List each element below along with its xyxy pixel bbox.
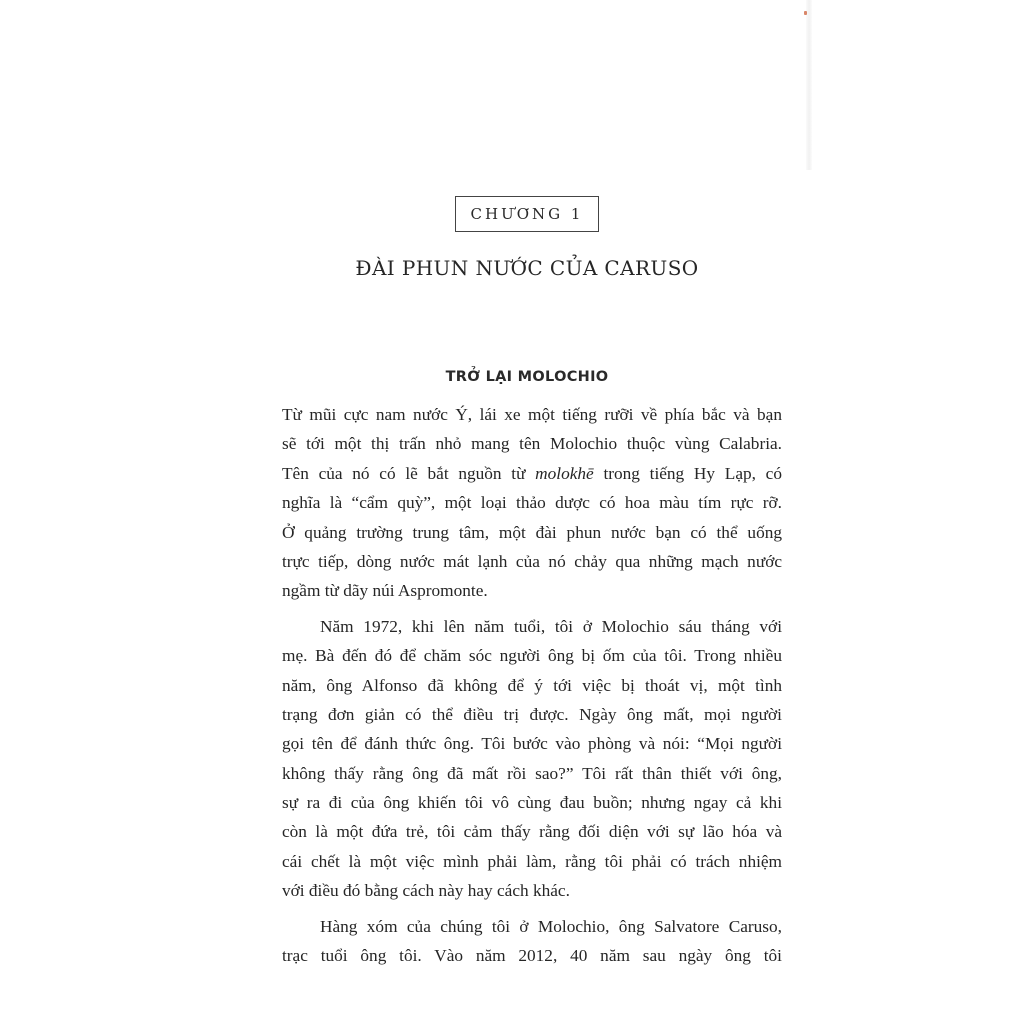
chapter-label: CHƯƠNG 1 [455, 196, 599, 232]
chapter-title: ĐÀI PHUN NƯỚC CỦA CARUSO [355, 256, 699, 280]
section-heading: TRỞ LẠI MOLOCHIO [445, 369, 609, 385]
text-line: ngầm từ dãy núi Aspromonte. [282, 581, 488, 601]
text-line: Từ mũi cực nam nước Ý, lái xe một tiếng rưỡi về phía bắc và bạn [282, 405, 782, 424]
italic-term: molokhē [535, 463, 594, 483]
paragraph [282, 912, 782, 971]
text-line: Năm 1972, khi lên năm tuổi, tôi ở Molochio sáu tháng với [320, 616, 782, 636]
paragraph [282, 612, 782, 906]
text-line: cái chết là một việc mình phải làm, rằng tôi phải có trách nhiệm [282, 851, 782, 871]
text-line: mẹ. Bà đến đó để chăm sóc người ông bị ốm của tôi. Trong nhiều [282, 646, 782, 666]
text-line: trạng đơn giản có thể điều trị được. Ngày ông mất, mọi người [282, 704, 782, 724]
body-text [282, 400, 782, 970]
text-line: trực tiếp, dòng nước mát lạnh của nó chảy qua những mạch nước [282, 551, 782, 571]
text-line: với điều đó bằng cách này hay cách khác. [282, 881, 570, 901]
text-line: trạc tuổi ông tôi. Vào năm 2012, 40 năm sau ngày ông tôi [282, 946, 782, 966]
text-line: năm, ông Alfonso đã không để ý tới việc bị thoát vị, một tình [282, 675, 782, 695]
text-line: gọi tên để đánh thức ông. Tôi bước vào phòng và nói: “Mọi người [282, 734, 782, 754]
text-line: sẽ tới một thị trấn nhỏ mang tên Molochio thuộc vùng Calabria. [282, 434, 782, 454]
text-line: không thấy rằng ông đã mất rồi sao?” Tôi rất thân thiết với ông, [282, 763, 782, 783]
text-line: Tên của nó có lẽ bắt nguồn từ molokhē trong tiếng Hy Lạp, có [282, 463, 782, 483]
text-line: còn là một đứa trẻ, tôi cảm thấy rằng đối diện với sự lão hóa và [282, 822, 782, 842]
edge-mark [804, 11, 807, 15]
text-line: Hàng xóm của chúng tôi ở Molochio, ông Salvatore Caruso, [320, 916, 782, 936]
text-line: Ở quảng trường trung tâm, một đài phun nước bạn có thể uống [282, 522, 782, 542]
text-line: sự ra đi của ông khiến tôi vô cùng đau buồn; nhưng ngay cả khi [282, 793, 782, 813]
text-line: nghĩa là “cẩm quỳ”, một loại thảo dược có hoa màu tím rực rỡ. [282, 493, 782, 513]
page-edge-shadow [806, 0, 812, 170]
paragraph [282, 400, 782, 606]
